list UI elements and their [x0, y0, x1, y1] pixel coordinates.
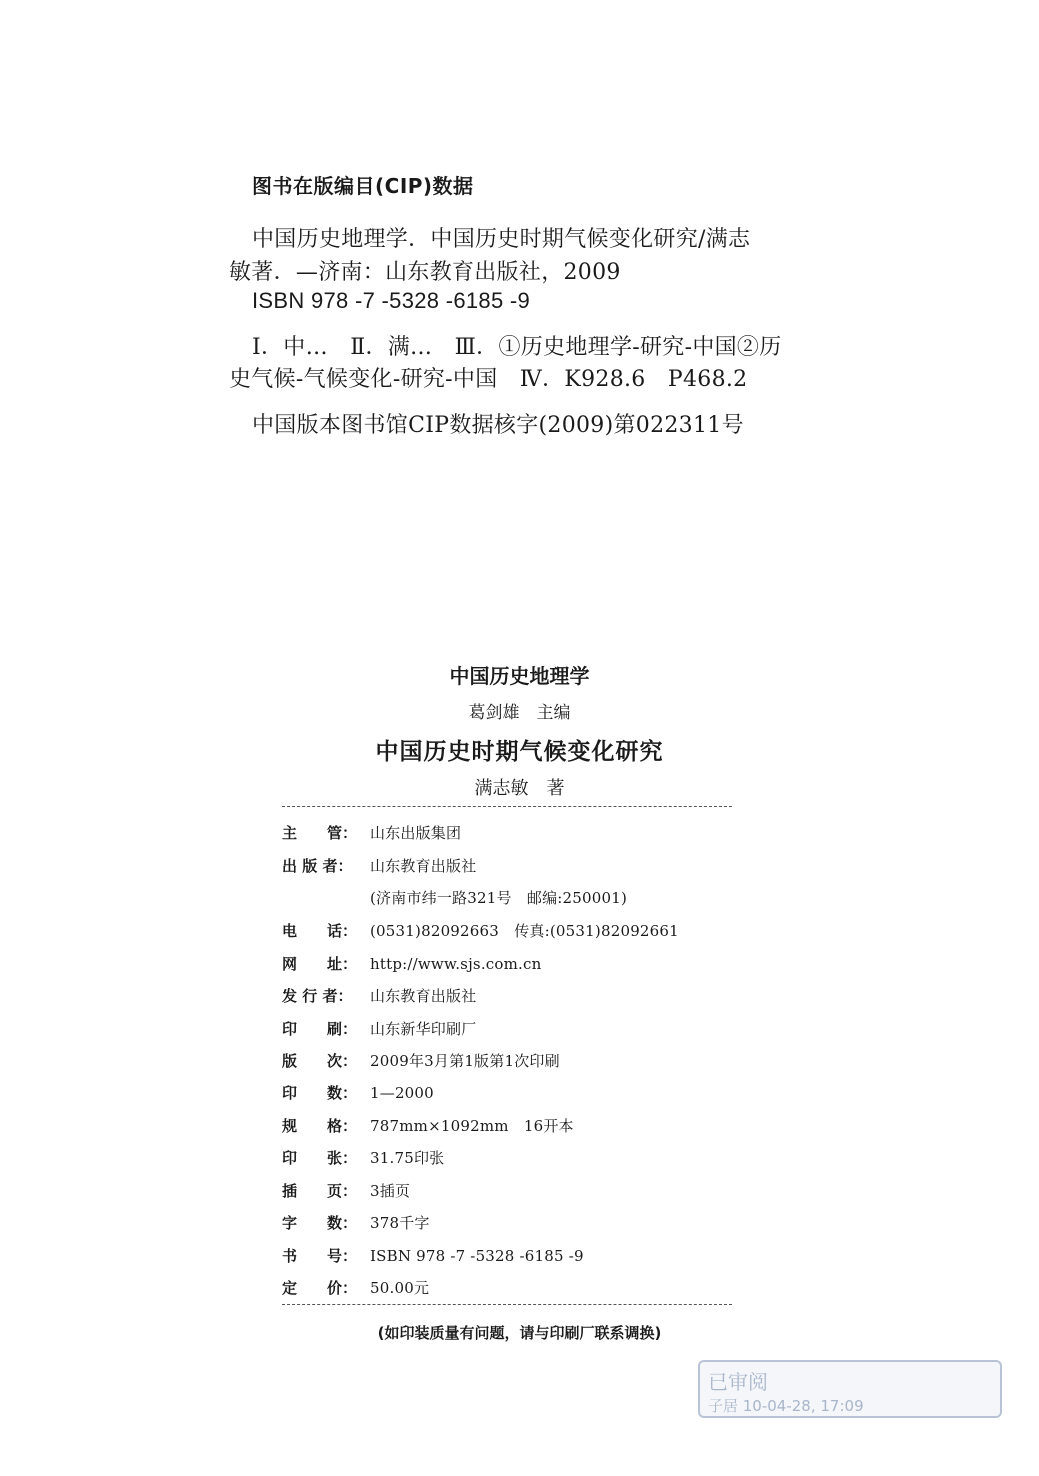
info-label: 插 页：	[282, 1182, 358, 1200]
info-row-isbn	[282, 1245, 584, 1266]
info-label: 印 数：	[282, 1084, 358, 1102]
cip-subject-line: Ⅰ．中… Ⅱ．满… Ⅲ．①历史地理学-研究-中国②历	[252, 335, 782, 360]
info-label: 定 价：	[282, 1279, 358, 1297]
info-value: 378千字	[370, 1214, 430, 1232]
info-value: 50.00元	[370, 1279, 430, 1297]
info-value: 2009年3月第1版第1次印刷	[370, 1052, 560, 1070]
info-value: 山东教育出版社	[370, 987, 477, 1005]
info-label: 版 次：	[282, 1052, 358, 1070]
review-stamp-subtitle: 子居 10-04-28, 17:09	[708, 1397, 864, 1415]
divider-top	[282, 806, 732, 807]
info-row-supervisor	[282, 822, 461, 843]
info-row-format	[282, 1115, 574, 1136]
cip-title-line: 中国历史地理学．中国历史时期气候变化研究/满志	[252, 227, 751, 252]
info-row-edition	[282, 1050, 560, 1071]
info-value: 山东新华印刷厂	[370, 1020, 477, 1038]
info-value: 787mm×1092mm 16开本	[370, 1117, 574, 1135]
cip-isbn-line: ISBN 978 -7 -5328 -6185 -9	[252, 288, 531, 313]
info-value: 31.75印张	[370, 1149, 445, 1167]
info-label: 印 刷：	[282, 1020, 358, 1038]
info-value: 3插页	[370, 1182, 411, 1200]
info-row-website	[282, 953, 542, 974]
info-label: 印 张：	[282, 1149, 358, 1167]
info-row-word-count	[282, 1212, 430, 1233]
info-label: 规 格：	[282, 1117, 358, 1135]
info-row-distributor	[282, 985, 476, 1006]
info-row-printer	[282, 1018, 476, 1039]
cip-heading: 图书在版编目(CIP)数据	[252, 174, 474, 198]
series-title: 中国历史地理学	[449, 664, 590, 688]
info-label: 电 话：	[282, 922, 358, 940]
info-value: ISBN 978 -7 -5328 -6185 -9	[370, 1247, 584, 1265]
info-label: 网 址：	[282, 955, 358, 973]
quality-notice: (如印装质量有问题，请与印刷厂联系调换)	[377, 1324, 662, 1342]
info-row-plates	[282, 1180, 410, 1201]
info-label: 主 管：	[282, 824, 358, 842]
info-row-address	[282, 887, 627, 908]
info-row-publisher	[282, 855, 476, 876]
cip-author-publisher-line: 敏著．—济南：山东教育出版社，2009	[229, 260, 621, 285]
info-value: http://www.sjs.com.cn	[370, 955, 542, 973]
book-title: 中国历史时期气候变化研究	[375, 739, 664, 765]
info-label: 出 版 者：	[282, 857, 353, 875]
info-label: 字 数：	[282, 1214, 358, 1232]
review-stamp	[698, 1360, 1002, 1418]
review-stamp-title: 已审阅	[708, 1370, 768, 1394]
info-row-sheets	[282, 1147, 444, 1168]
info-value: (济南市纬一路321号 邮编:250001)	[370, 889, 628, 907]
book-author: 满志敏 著	[474, 778, 565, 799]
series-editor: 葛剑雄 主编	[468, 703, 571, 723]
info-row-phone	[282, 920, 679, 941]
info-value: 山东出版集团	[370, 824, 462, 842]
info-row-print-run	[282, 1082, 434, 1103]
cip-classification-line: 史气候-气候变化-研究-中国 Ⅳ．K928.6 P468.2	[229, 367, 748, 392]
info-label: 书 号：	[282, 1247, 358, 1265]
info-row-price	[282, 1277, 429, 1298]
divider-bottom	[282, 1304, 732, 1305]
info-label: 发 行 者：	[282, 987, 353, 1005]
cip-record-number: 中国版本图书馆CIP数据核字(2009)第022311号	[252, 413, 744, 438]
info-value: 山东教育出版社	[370, 857, 477, 875]
info-value: 1—2000	[370, 1084, 434, 1102]
info-value: (0531)82092663 传真:(0531)82092661	[370, 922, 679, 940]
